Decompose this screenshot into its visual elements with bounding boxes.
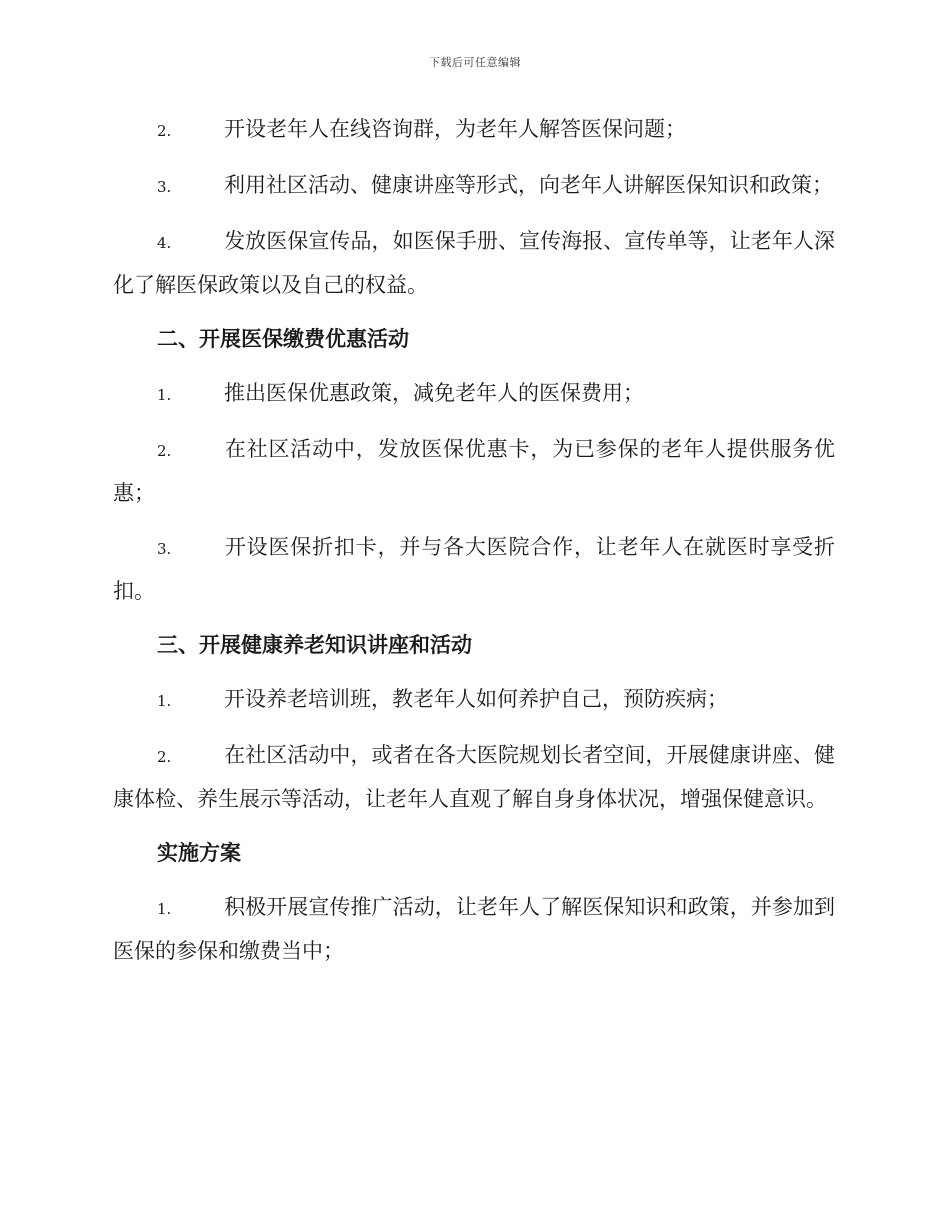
item-number: 1. [157,692,172,710]
item-text: 发放医保宣传品，如医保手册、宣传海报、宣传单等，让老年人深化了解医保政策以及自己的权益。 [113,229,835,297]
list-item [113,164,835,208]
item-text: 在社区活动中，或者在各大医院规划长者空间，开展健康讲座、健康体检、养生展示等活动，让老年人直观了解自身身体状况，增强保健意识。 [113,743,835,811]
section-heading: 三、开展健康养老知识讲座和活动 [157,633,472,657]
page-header: 下载后可任意编辑 [429,56,521,69]
list-item [113,734,835,820]
item-number: 3. [157,178,172,196]
item-text: 开设医保折扣卡，并与各大医院合作，让老年人在就医时享受折扣。 [113,535,835,603]
item-number: 4. [157,234,172,252]
list-item [113,886,835,972]
item-number: 2. [157,442,172,460]
item-number: 2. [157,748,172,766]
item-number: 3. [157,540,172,558]
item-number: 1. [157,386,172,404]
list-item [113,526,835,612]
section-heading: 二、开展医保缴费优惠活动 [157,327,409,351]
list-item [113,372,835,416]
section-heading: 实施方案 [157,841,241,865]
list-item [113,220,835,306]
list-item [113,108,835,152]
item-text: 积极开展宣传推广活动，让老年人了解医保知识和政策，并参加到医保的参保和缴费当中； [113,895,835,963]
item-text: 利用社区活动、健康讲座等形式，向老年人讲解医保知识和政策； [224,173,833,197]
item-number: 1. [157,900,172,918]
item-text: 开设老年人在线咨询群，为老年人解答医保问题； [224,117,686,141]
item-text: 开设养老培训班，教老年人如何养护自己，预防疾病； [224,687,728,711]
list-item [113,678,835,722]
item-text: 推出医保优惠政策，减免老年人的医保费用； [224,381,644,405]
item-text: 在社区活动中，发放医保优惠卡，为已参保的老年人提供服务优惠； [113,437,835,505]
document-body [113,108,835,984]
item-number: 2. [157,122,172,140]
list-item [113,428,835,514]
